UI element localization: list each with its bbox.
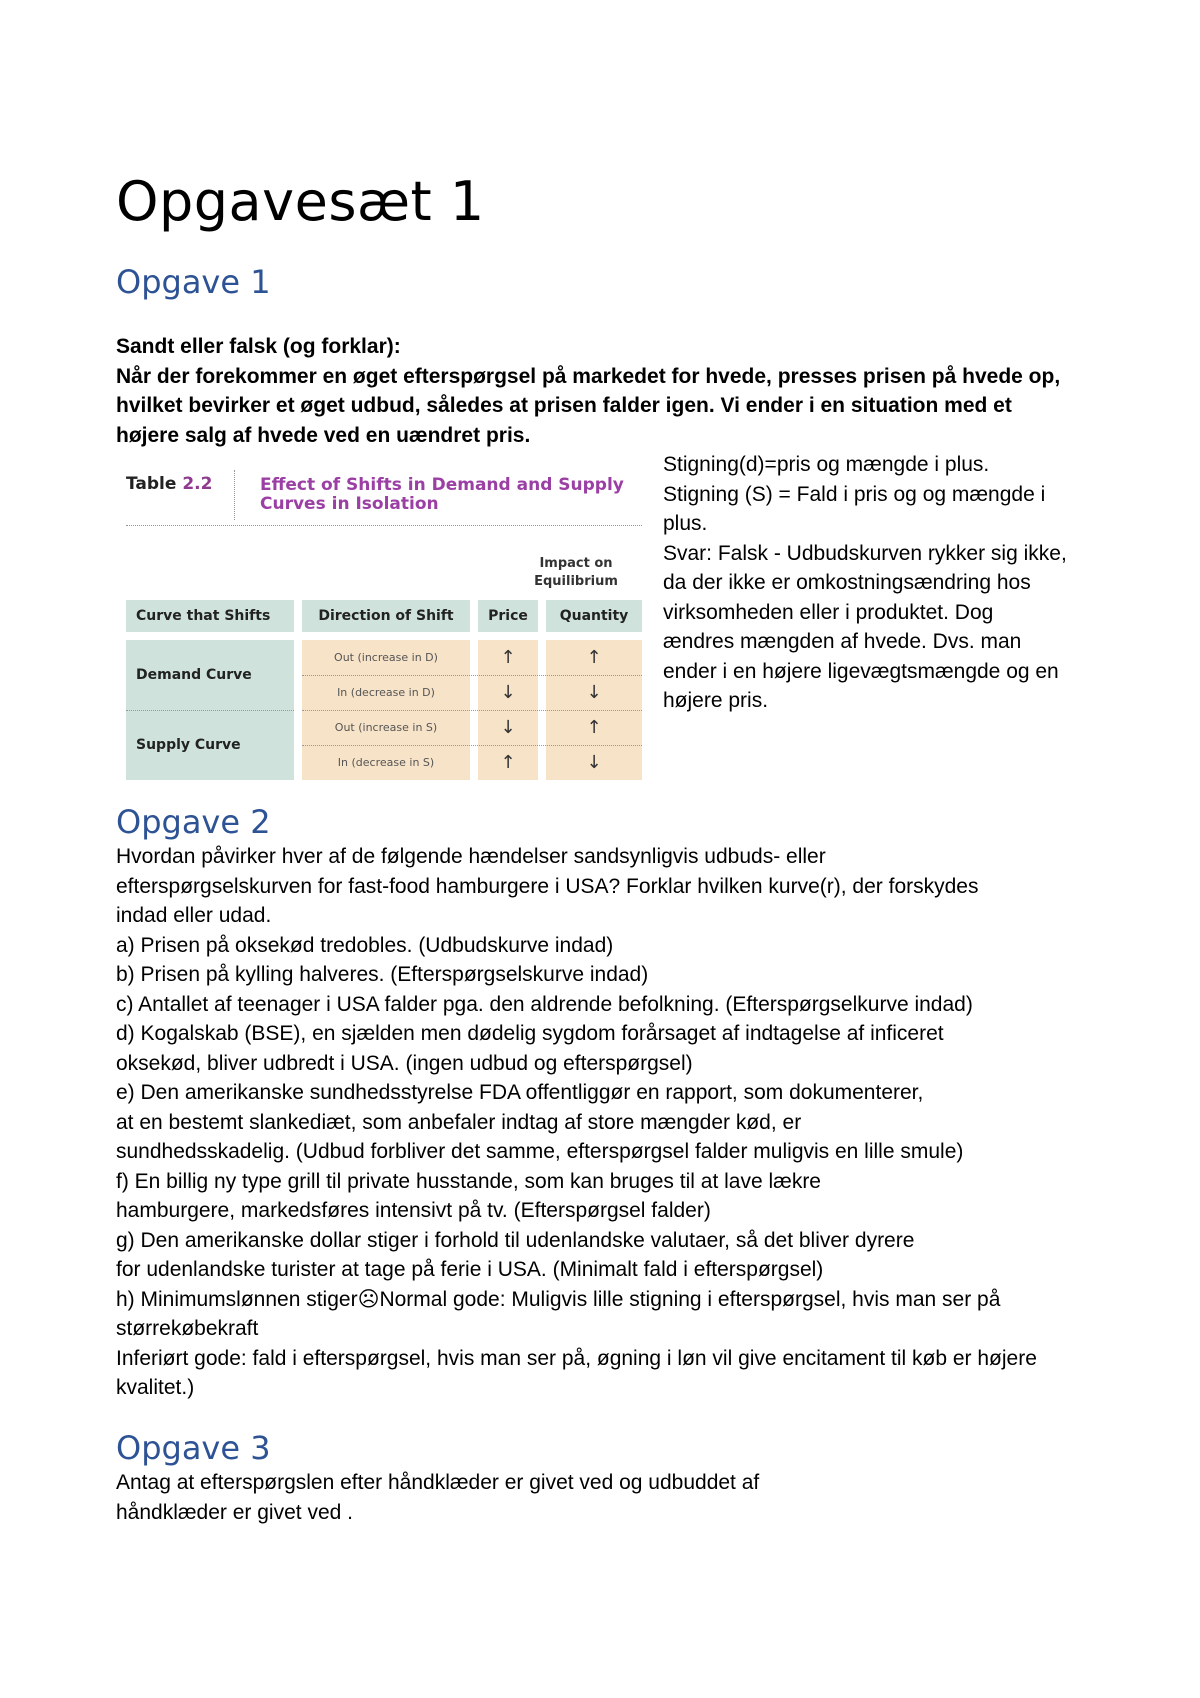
direction-cell: Out (increase in D) (302, 640, 470, 675)
row-group-demand-curve: Demand Curve (126, 640, 294, 710)
statement-line: hvilket bevirker et øget udbud, således at prisen falder igen. Vi ender i en situation med et (116, 394, 1012, 417)
divider (126, 710, 294, 711)
shift-effects-table-figure (126, 470, 642, 780)
body-line: indad eller udad. (116, 904, 272, 927)
answer-line: virksomheden eller i produktet. Dog (663, 600, 994, 624)
section1-question (116, 332, 1106, 450)
impact-header-line: Equilibrium (534, 574, 618, 589)
statement-line: Når der forekommer en øget efterspørgsel på markedet for hvede, presses prisen på hvede op, (116, 364, 1061, 388)
answer-line: Stigning (S) = Fald i pris og og mængde i (663, 482, 1046, 506)
body-line: g) Den amerikanske dollar stiger i forhold til udenlandske valutaer, så det bliver dyrere (116, 1228, 915, 1252)
body-line: b) Prisen på kylling halveres. (Efterspørgselskurve indad) (116, 963, 649, 986)
direction-cell: In (decrease in S) (302, 745, 470, 780)
quantity-arrow-cell: ↓ (546, 745, 642, 780)
section-heading-opgave-2: Opgave 2 (116, 803, 271, 841)
divider (126, 525, 642, 526)
section-heading-opgave-3: Opgave 3 (116, 1429, 271, 1467)
quantity-arrow-cell: ↑ (546, 640, 642, 675)
body-line: håndklæder er givet ved . (116, 1500, 353, 1524)
answer-line: Svar: Falsk - Udbudskurven rykker sig ikke, (663, 541, 1067, 565)
section2-body (116, 842, 1106, 1403)
body-line: oksekød, bliver udbredt i USA. (ingen udbud og efterspørgsel) (116, 1051, 693, 1075)
table-label-number: 2.2 (182, 474, 213, 494)
body-line: Antag at efterspørgslen efter håndklæder er givet ved og udbuddet af (116, 1471, 760, 1494)
body-line: d) Kogalskab (BSE), en sjælden men dødelig sygdom forårsaget af indtagelse af inficeret (116, 1022, 944, 1045)
column-header-quantity: Quantity (546, 600, 642, 632)
quantity-arrow-cell: ↑ (546, 710, 642, 745)
question-prompt: Sandt eller falsk (og forklar): (116, 335, 401, 358)
column-header-curve: Curve that Shifts (126, 600, 294, 632)
body-line: Inferiørt gode: fald i efterspørgsel, hvis man ser på, øgning i løn vil give encitament til køb er højere (116, 1346, 1037, 1370)
answer-line: ændres mængden af hvede. Dvs. man (663, 630, 1022, 653)
column-header-price: Price (478, 600, 538, 632)
answer-line: da der ikke er omkostningsændring hos (663, 571, 1031, 594)
column-header-direction: Direction of Shift (302, 600, 470, 632)
price-arrow-cell: ↓ (478, 710, 538, 745)
row-group-supply-curve: Supply Curve (126, 710, 294, 780)
answer-line: ender i en højere ligevægtsmængde og en (663, 659, 1059, 683)
impact-header-line: Impact on (539, 556, 613, 571)
price-arrow-cell: ↑ (478, 640, 538, 675)
document-title: Opgavesæt 1 (116, 170, 485, 233)
price-arrow-cell: ↑ (478, 745, 538, 780)
direction-cell: Out (increase in S) (302, 710, 470, 745)
price-arrow-cell: ↓ (478, 675, 538, 710)
table-label (126, 474, 212, 494)
section-heading-opgave-1: Opgave 1 (116, 263, 271, 301)
section1-answer (663, 450, 1103, 716)
answer-line: Stigning(d)=pris og mængde i plus. (663, 453, 990, 476)
body-line: efterspørgselskurven for fast-food hamburgere i USA? Forklar hvilken kurve(r), der forskydes (116, 874, 979, 898)
body-line: størrekøbekraft (116, 1317, 259, 1340)
body-line: hamburgere, markedsføres intensivt på tv. (Efterspørgsel falder) (116, 1199, 711, 1222)
divider (302, 675, 642, 676)
body-line: e) Den amerikanske sundhedsstyrelse FDA offentliggør en rapport, som dokumenterer, (116, 1081, 924, 1104)
impact-header (511, 555, 641, 591)
answer-line: plus. (663, 512, 708, 535)
direction-cell: In (decrease in D) (302, 675, 470, 710)
table-title-line: Curves in Isolation (260, 494, 439, 514)
answer-line: højere pris. (663, 689, 769, 712)
body-line: for udenlandske turister at tage på ferie i USA. (Minimalt fald i efterspørgsel) (116, 1258, 824, 1281)
body-line: at en bestemt slankediæt, som anbefaler indtag af store mængder kød, er (116, 1110, 802, 1134)
body-line: c) Antallet af teenager i USA falder pga. den aldrende befolkning. (Efterspørgselkurve indad) (116, 992, 973, 1016)
body-line: h) Minimumslønnen stiger☹Normal gode: Muligvis lille stigning i efterspørgsel, hvis man ser på (116, 1287, 1001, 1311)
table-title (260, 476, 640, 514)
quantity-arrow-cell: ↓ (546, 675, 642, 710)
body-line: sundhedsskadelig. (Udbud forbliver det samme, efterspørgsel falder muligvis en lille smule) (116, 1140, 964, 1163)
divider (234, 470, 235, 520)
body-line: a) Prisen på oksekød tredobles. (Udbudskurve indad) (116, 933, 614, 957)
divider (302, 745, 642, 746)
body-line: kvalitet.) (116, 1376, 195, 1399)
table-label-prefix: Table (126, 474, 177, 494)
body-line: f) En billig ny type grill til private husstande, som kan bruges til at lave lækre (116, 1169, 821, 1193)
section3-body (116, 1468, 1106, 1527)
divider (302, 710, 642, 711)
body-line: Hvordan påvirker hver af de følgende hændelser sandsynligvis udbuds- eller (116, 845, 826, 868)
table-title-line: Effect of Shifts in Demand and Supply (260, 475, 624, 495)
statement-line: højere salg af hvede ved en uændret pris. (116, 423, 531, 447)
